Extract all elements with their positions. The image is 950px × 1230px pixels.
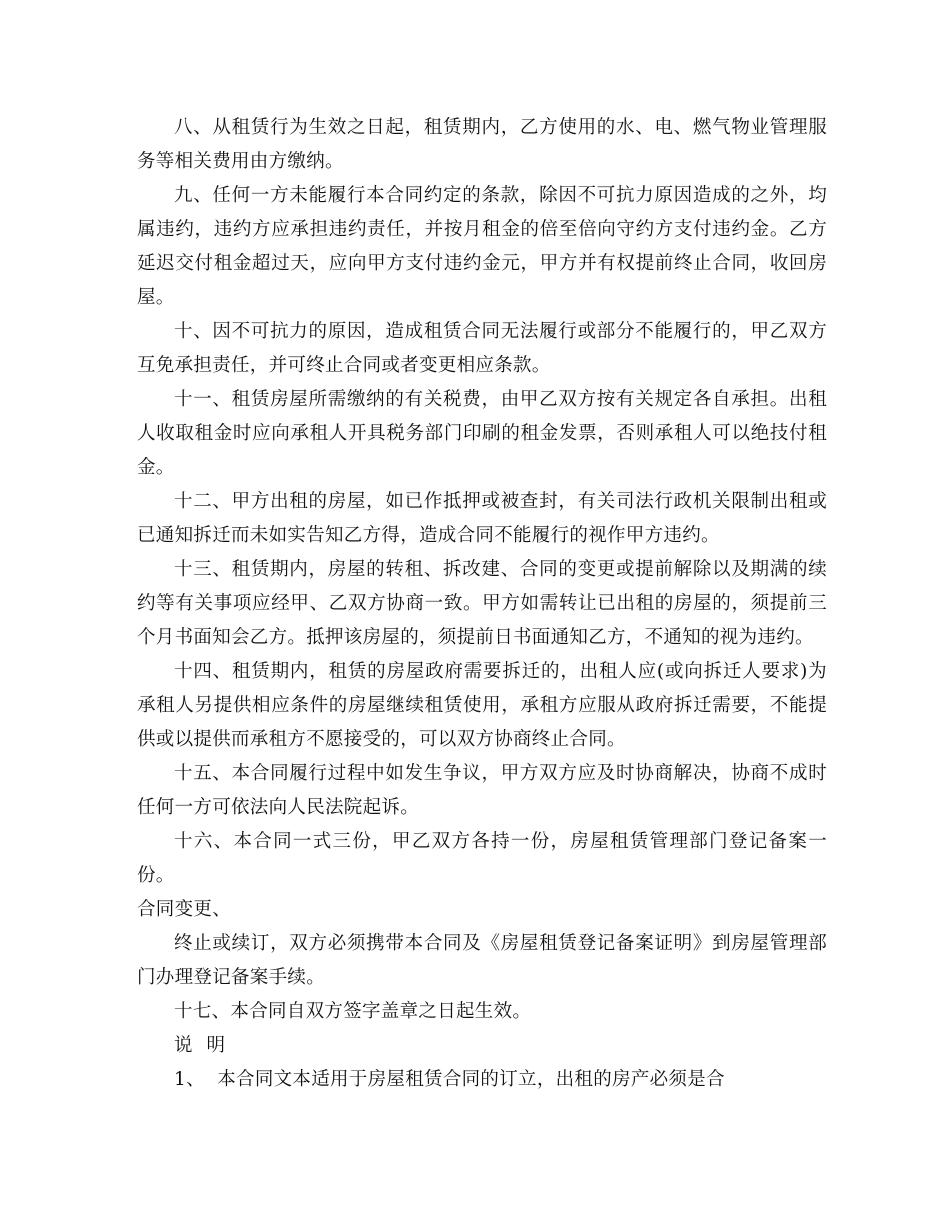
clause-9: 九、任何一方未能履行本合同约定的条款，除因不可抗力原因造成的之外，均属违约，违约方应承担违约责任，并按月租金的倍至倍向守约方支付违约金。乙方延迟交付租金超过天，应向甲方支付违约金元，甲方并有权提前终止合同，收回房屋。 [137,185,827,308]
note-1: 1、 本合同文本适用于房屋租赁合同的订立，出租的房产必须是合 [174,1069,725,1090]
clause-15: 十五、本合同履行过程中如发生争议，甲方双方应及时协商解决，协商不成时任何一方可依法向人民法院起诉。 [137,763,827,818]
clause-14: 十四、租赁期内，租赁的房屋政府需要拆迁的，出租人应(或向拆迁人要求)为承租人另提供相应条件的房屋继续租赁使用，承租方应服从政府拆迁需要，不能提供或以提供而承租方不愿接受的，可以双方协商终止合同。 [137,661,827,750]
clause-10: 十、因不可抗力的原因，造成租赁合同无法履行或部分不能履行的，甲乙双方互免承担责任，并可终止合同或者变更相应条款。 [137,321,827,376]
clause-16-termination: 终止或续订，双方必须携带本合同及《房屋租赁登记备案证明》到房屋管理部门办理登记备案手续。 [137,933,827,988]
notes-heading-char-1: 说 [174,1035,193,1056]
clause-13: 十三、租赁期内，房屋的转租、拆改建、合同的变更或提前解除以及期满的续约等有关事项应经甲、乙双方协商一致。甲方如需转让已出租的房屋的，须提前三个月书面知会乙方。抵押该房屋的，须提前日书面通知乙方，不通知的视为违约。 [137,559,827,648]
clause-17: 十七、本合同自双方签字盖章之日起生效。 [174,1001,532,1022]
notes-heading-char-2: 明 [206,1035,226,1056]
clause-11: 十一、租赁房屋所需缴纳的有关税费，由甲乙双方按有关规定各自承担。出租人收取租金时应向承租人开具税务部门印刷的租金发票，否则承租人可以绝技付租金。 [137,389,827,478]
contract-body [137,111,827,1097]
clause-12: 十二、甲方出租的房屋，如已作抵押或被查封，有关司法行政机关限制出租或已通知拆迁而未如实告知乙方得，造成合同不能履行的视作甲方违约。 [137,491,827,546]
clause-16: 十六、本合同一式三份，甲乙双方各持一份，房屋租赁管理部门登记备案一份。 [137,831,827,886]
clause-8: 八、从租赁行为生效之日起，租赁期内，乙方使用的水、电、燃气物业管理服务等相关费用由方缴纳。 [137,117,827,172]
notes-heading [137,1029,827,1063]
clause-16-continued: 合同变更、 [137,899,232,920]
